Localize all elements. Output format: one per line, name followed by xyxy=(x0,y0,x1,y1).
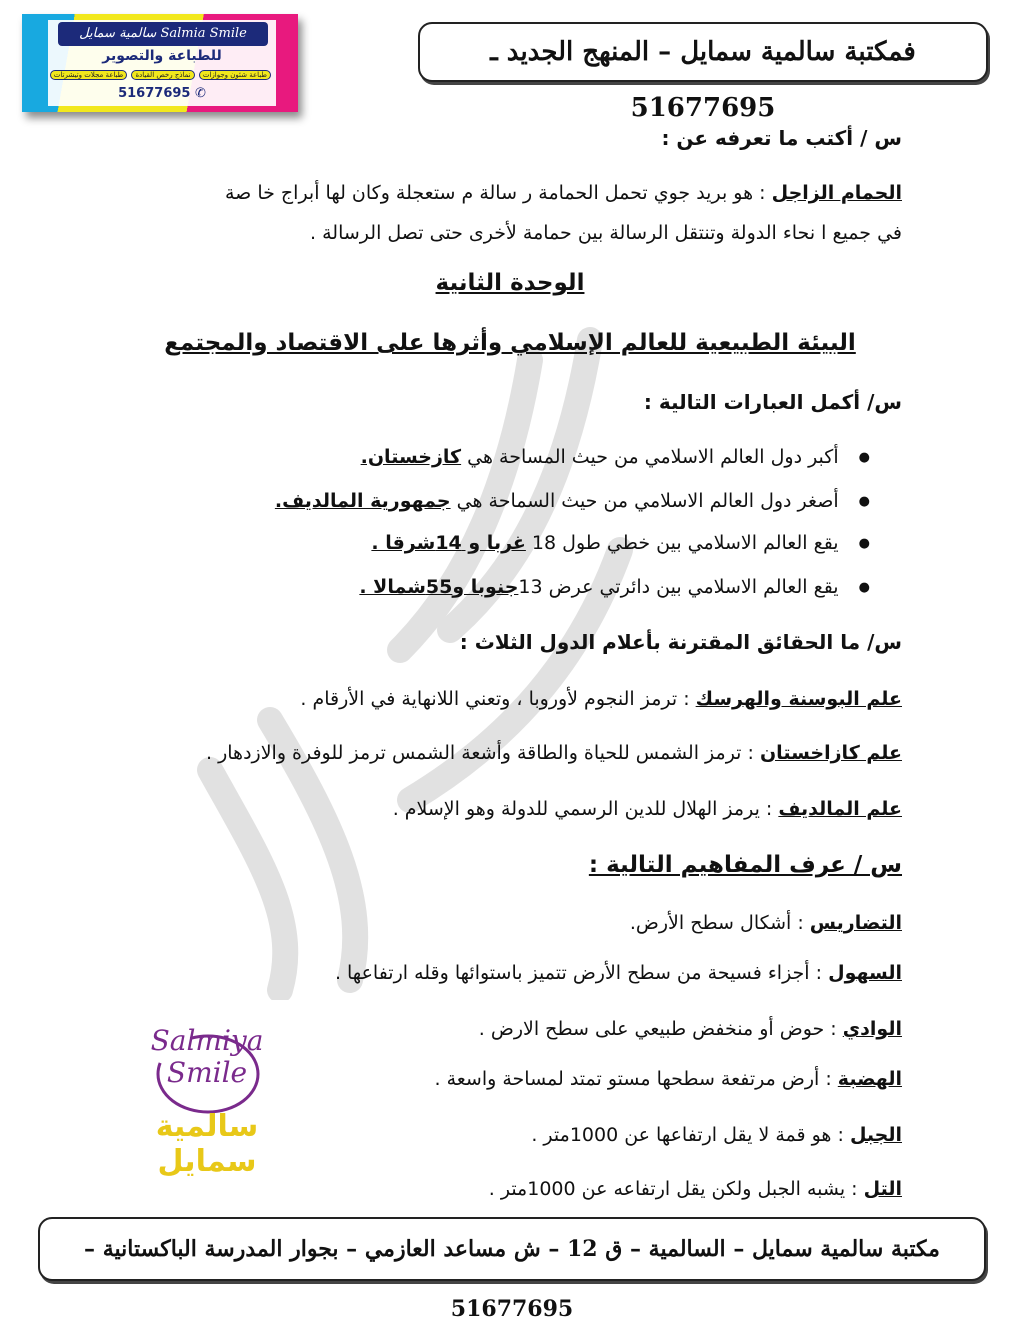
concept-definition xyxy=(630,912,902,934)
list-item xyxy=(359,576,870,598)
footer-banner xyxy=(38,1217,986,1322)
question-3: س/ ما الحقائق المقترنة بأعلام الدول الثلاث : xyxy=(459,630,902,654)
flag-fact-term: علم البوسنة والهرسك xyxy=(695,688,902,710)
flag-fact xyxy=(300,688,902,710)
logo-phone-number: 51677695 xyxy=(118,86,191,101)
flag-fact xyxy=(206,742,902,764)
concept-text: : أجزاء فسيحة من سطح الأرض تتميز باستوائها وقله ارتفاعها . xyxy=(334,962,823,984)
concept-term: الجبل xyxy=(849,1124,902,1146)
footer-text: مكتبة سالمية سمايل – السالمية – ق 12 – ش مساعد العازمي – بجوار المدرسة الباكستانية – 51677695 xyxy=(84,1236,940,1322)
brand-logo xyxy=(22,14,298,112)
concept-definition xyxy=(489,1178,902,1200)
concept-definition xyxy=(335,962,902,984)
question-1: س / أكتب ما تعرفه عن : xyxy=(661,126,902,150)
logo-phone xyxy=(48,86,276,101)
logo-tag: طباعة شئون وجوازات xyxy=(199,70,271,80)
definition-line xyxy=(225,182,902,204)
flag-fact-text: : يرمز الهلال للدين الرسمي للدولة وهو الإسلام . xyxy=(392,798,773,820)
definition-continuation: في جميع ا نحاء الدولة وتنتقل الرسالة بين حمامة لأخرى حتى تصل الرسالة . xyxy=(310,222,902,244)
logo-title: Salmia Smile سالمية سمايل xyxy=(58,22,268,46)
list-item-answer: غربا و 14شرقا . xyxy=(371,532,526,554)
concept-text: : يشبه الجبل ولكن يقل ارتفاعه عن 1000متر . xyxy=(488,1178,858,1200)
list-item-answer: كازخستان. xyxy=(360,446,462,468)
question-4: س / عرف المفاهيم التالية : xyxy=(588,852,902,878)
stamp-script: Salmiya Smile xyxy=(150,1024,264,1089)
unit-title: الوحدة الثانية xyxy=(435,270,585,296)
concept-term: الهضبة xyxy=(837,1068,902,1090)
definition-text: : هو بريد جوي تحمل الحمامة ر سالة م ستعجلة وكان لها أبراج خا صة xyxy=(224,182,766,204)
list-item-answer: جنوبا و55شمالا . xyxy=(359,576,519,598)
list-item xyxy=(361,446,870,468)
stamp-logo xyxy=(132,1024,282,1179)
concept-definition xyxy=(531,1124,902,1146)
list-item-answer: جمهورية المالديف. xyxy=(274,490,451,512)
list-item xyxy=(371,532,870,554)
header-text: فمكتبة سالمية سمايل – المنهج الجديد ـ 51677695 xyxy=(490,37,916,123)
concept-definition xyxy=(479,1018,902,1040)
question-2: س/ أكمل العبارات التالية : xyxy=(643,390,902,414)
list-item-text: يقع العالم الاسلامي بين دائرتي عرض 13 xyxy=(518,576,839,598)
flag-fact xyxy=(393,798,902,820)
header-banner xyxy=(418,22,988,123)
list-item-text: أكبر دول العالم الاسلامي من حيث المساحة هي xyxy=(461,446,839,468)
concept-definition xyxy=(435,1068,903,1090)
concept-term: الوادي xyxy=(842,1018,902,1040)
concept-term: السهول xyxy=(828,962,902,984)
unit-subtitle: البيئة الطبيعية للعالم الإسلامي وأثرها على الاقتصاد والمجتمع xyxy=(164,330,856,356)
flag-fact-text: : ترمز النجوم لأوروبا ، وتعني اللانهاية في الأرقام . xyxy=(300,688,690,710)
concept-text: : أشكال سطح الأرض. xyxy=(629,912,804,934)
concept-text: : أرض مرتفعة سطحها مستو تمتد لمساحة واسعة . xyxy=(434,1068,832,1090)
definition-term: الحمام الزاجل xyxy=(771,182,902,204)
logo-subtitle: للطباعة والتصوير xyxy=(102,48,222,64)
list-item-text: أصغر دول العالم الاسلامي من حيث السماحة هي xyxy=(450,490,839,512)
logo-tags xyxy=(52,70,272,80)
list-item xyxy=(275,490,870,512)
concept-term: التضاريس xyxy=(809,912,902,934)
flag-fact-term: علم كازاخستان xyxy=(759,742,902,764)
flag-fact-term: علم المالديف xyxy=(778,798,902,820)
whatsapp-icon: ✆ xyxy=(195,86,206,101)
flag-fact-text: : ترمز الشمس للحياة والطاقة وأشعة الشمس ترمز للوفرة والازدهار . xyxy=(206,742,754,764)
stamp-arabic: سالمية سمايل xyxy=(155,1109,259,1179)
logo-tag: نماذج رخص القيادة xyxy=(131,70,194,80)
list-item-text: يقع العالم الاسلامي بين خطي طول 18 xyxy=(525,532,839,554)
concept-text: : حوض أو منخفض طبيعي على سطح الارض . xyxy=(478,1018,837,1040)
logo-tag: طباعة مجلات وتيشرتات xyxy=(50,70,127,80)
concept-text: : هو قمة لا يقل ارتفاعها عن 1000متر . xyxy=(531,1124,844,1146)
concept-term: التل xyxy=(863,1178,902,1200)
